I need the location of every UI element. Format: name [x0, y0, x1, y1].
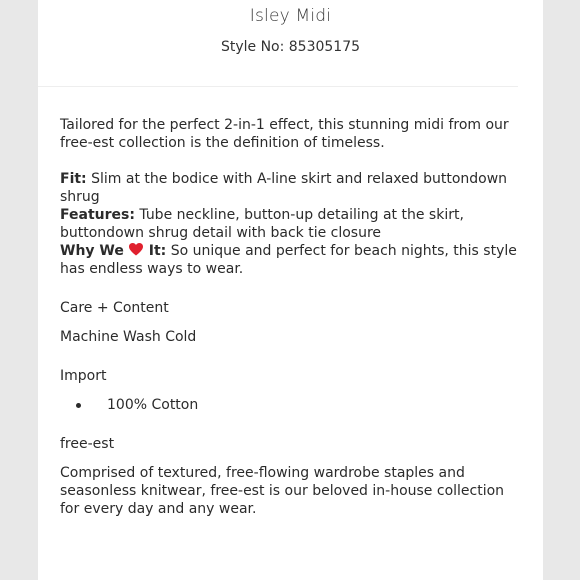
- product-title: Isley Midi: [249, 6, 332, 26]
- material-text: 100% Cotton: [107, 397, 199, 413]
- right-margin: [543, 0, 580, 580]
- material-list-item: [60, 396, 520, 414]
- collection-text: Comprised of textured, free-flowing wardrobe staples and seasonless knitwear, free-est is our beloved in-house collection for every day and any wear.: [60, 465, 505, 517]
- origin-text: Import: [60, 368, 107, 384]
- bullet-icon: [76, 403, 81, 408]
- why-label-end: It:: [148, 243, 167, 259]
- features-text: Tube neckline, button-up detailing at the skirt, buttondown shrug detail with back tie closure: [60, 207, 464, 241]
- intro-text: Tailored for the perfect 2-in-1 effect, this stunning midi from our free-est collection is the definition of timeless.: [60, 117, 509, 151]
- why-we-love-it-line: [60, 242, 520, 278]
- fit-text: Slim at the bodice with A-line skirt and relaxed buttondown shrug: [60, 171, 508, 205]
- collection-heading: free-est: [60, 436, 115, 452]
- why-label-start: Why We: [60, 243, 124, 259]
- product-description-panel: [38, 0, 543, 580]
- description-content: [60, 116, 520, 518]
- style-number: Style No: 85305175: [220, 39, 361, 55]
- why-text: So unique and perfect for beach nights, this style has endless ways to wear.: [60, 243, 517, 277]
- features-line: [60, 206, 520, 242]
- fit-label: Fit:: [60, 171, 87, 187]
- wash-instructions: Machine Wash Cold: [60, 329, 197, 345]
- divider: [38, 86, 518, 87]
- features-label: Features:: [60, 207, 135, 223]
- left-margin: [0, 0, 38, 580]
- fit-line: [60, 170, 520, 206]
- red-heart-icon: [129, 243, 143, 256]
- care-content-heading: Care + Content: [60, 300, 169, 316]
